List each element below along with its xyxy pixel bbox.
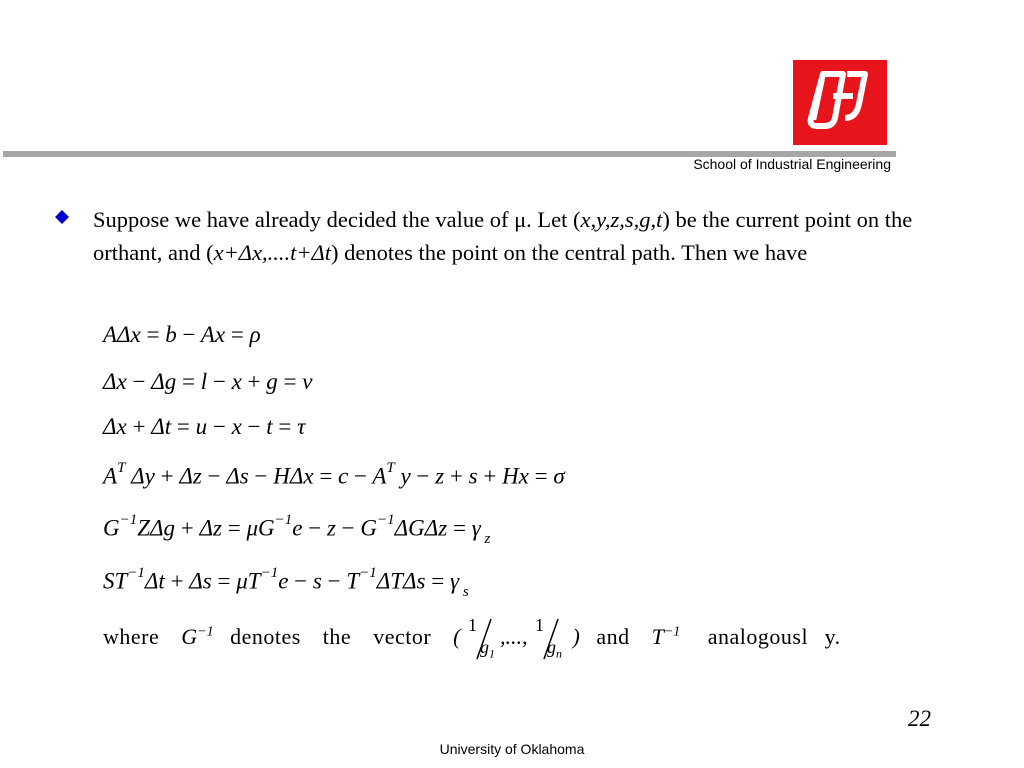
equation-6: $ST^{-1}\Delta t + \Delta s = \mu T^{-1}e - s - T^{-1}\Delta T\Delta s = \gamma$ $_s$: [103, 565, 469, 601]
where-denotes: denotes: [230, 624, 301, 650]
where-and: and: [596, 624, 630, 650]
fraction-1-over-gn: [533, 617, 567, 661]
where-close-paren: ): [572, 624, 580, 650]
university-logo: [793, 60, 887, 145]
frac2-subscript: n: [555, 646, 562, 661]
footer-university: University of Oklahoma: [439, 741, 585, 757]
equation-2: Δx − Δg = l − x + g = v: [103, 369, 313, 394]
where-T: T: [651, 624, 664, 650]
frac2-denominator: g: [546, 637, 556, 657]
where-line: [103, 617, 841, 661]
where-word: where: [103, 624, 160, 650]
where-dots: ,...,: [499, 624, 528, 650]
where-open-paren: (: [453, 624, 461, 650]
frac2-numerator: 1: [534, 615, 544, 635]
equation-5: $G^{-1}Z\Delta g + \Delta z = \mu G^{-1}e - z - G^{-1}\Delta G\Delta z = \gamma$ $_z$: [103, 512, 491, 548]
fraction-1-over-g1: [466, 617, 500, 661]
where-analogousl: analogousl: [707, 624, 809, 650]
where-T-exp: −1: [663, 624, 681, 640]
ou-logo-icon: [793, 60, 887, 145]
where-vector: vector: [373, 624, 432, 650]
where-G: G: [181, 624, 198, 650]
body-vars-2: x+Δx,....t+Δt: [213, 240, 331, 265]
diamond-bullet-icon: [55, 210, 69, 224]
body-vars-1: x,y,z,s,g,t: [580, 207, 663, 232]
frac1-numerator: 1: [467, 615, 477, 635]
equation-4: $A^T$ $\Delta y + \Delta z - \Delta s - H\Delta x = c - A^T$ y − z + s + Hx = σ: [103, 460, 565, 489]
equation-1: AΔx = b − Ax = ρ: [103, 322, 261, 347]
body-paragraph: [93, 203, 913, 269]
where-y: y.: [824, 624, 841, 650]
school-name: School of Industrial Engineering: [693, 156, 891, 172]
where-G-exp: −1: [197, 624, 214, 640]
where-the: the: [322, 624, 352, 650]
body-text-2: ) be the current point on the orthant, and (: [93, 207, 913, 265]
frac1-subscript: 1: [488, 646, 495, 661]
body-text-1: Suppose we have already decided the value of μ. Let (: [93, 207, 581, 232]
body-text-3: ) denotes the point on the central path. Then we have: [330, 240, 808, 265]
equation-3: Δx + Δt = u − x − t = τ: [103, 414, 306, 439]
page-number: 22: [908, 706, 931, 731]
frac1-denominator: g: [479, 637, 489, 657]
